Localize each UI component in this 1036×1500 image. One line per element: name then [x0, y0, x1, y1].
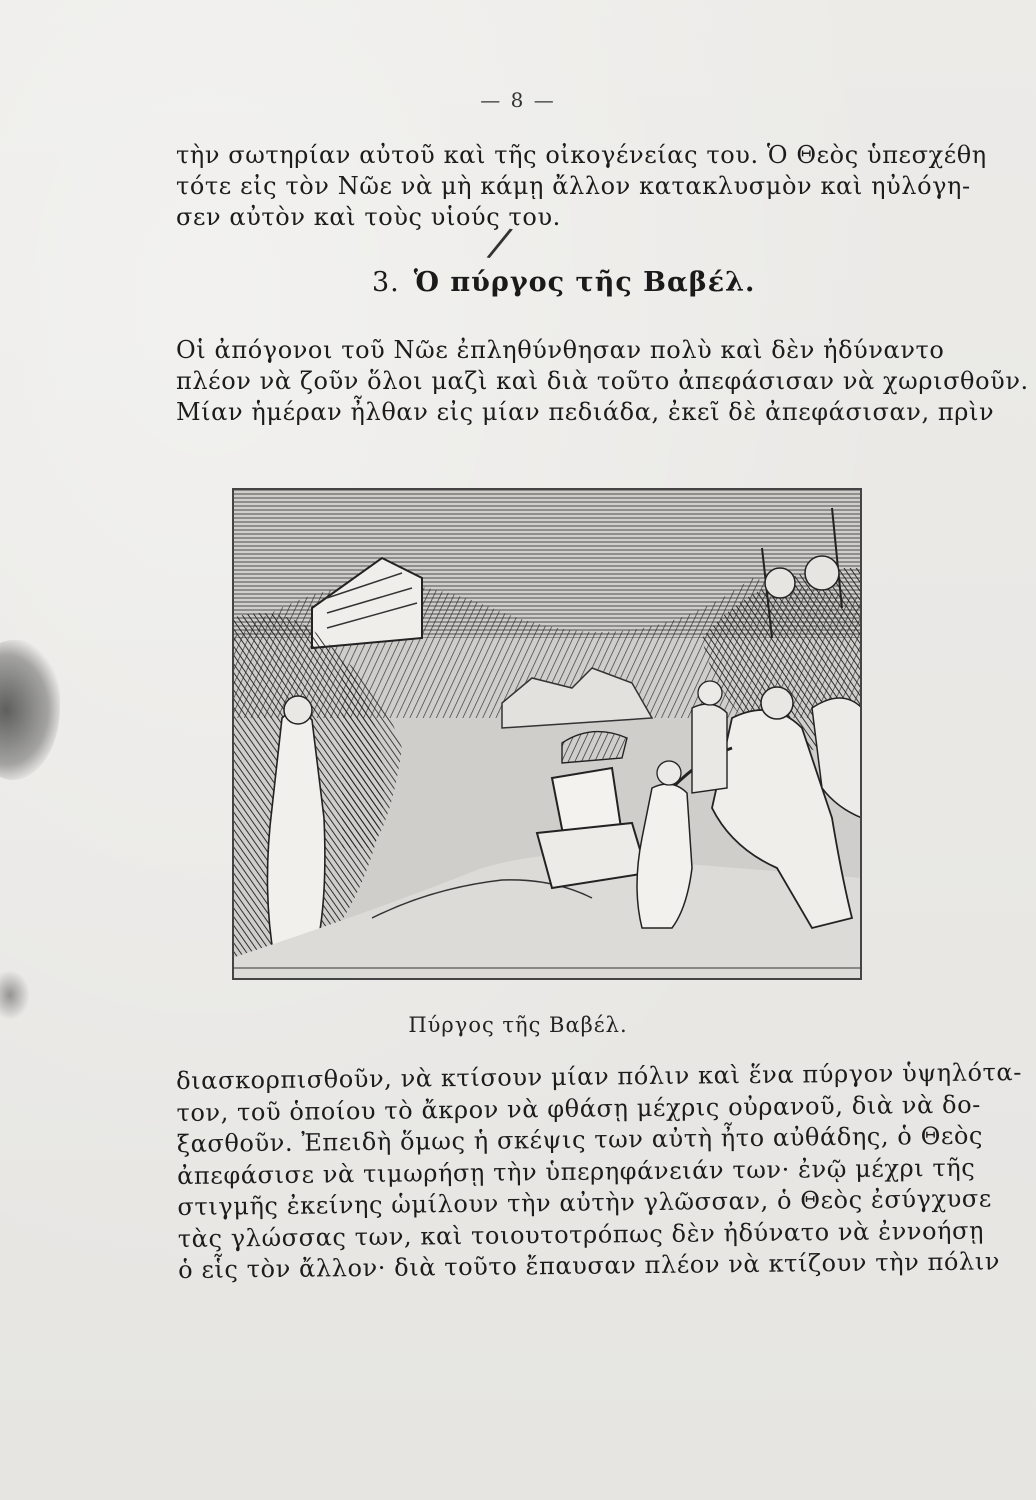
text-line: τότε εἰς τὸν Νῶε νὰ μὴ κάμῃ ἄλλον κατακλυσμὸν καὶ ηὐλόγη- — [176, 172, 971, 200]
page-number: — 8 — — [480, 88, 556, 112]
paragraph-2 — [176, 335, 1029, 428]
section-title: Ὁ πύργος τῆς Βαβέλ. — [413, 267, 756, 298]
text-line: ξασθοῦν. Ἐπειδὴ ὅμως ἡ σκέψις των αὐτὴ ἦτο αὐθάδης, ὁ Θεὸς — [176, 1121, 984, 1158]
paragraph-1 — [176, 140, 987, 233]
text-line: Οἱ ἀπόγονοι τοῦ Νῶε ἐπληθύνθησαν πολὺ καὶ δὲν ἠδύναντο — [176, 336, 945, 364]
text-line: Μίαν ἡμέραν ἦλθαν εἰς μίαν πεδιάδα, ἐκεῖ δὲ ἀπεφάσισαν, πρὶν — [176, 398, 995, 426]
pen-mark: / — [488, 219, 512, 267]
text-line: τον, τοῦ ὁποίου τὸ ἄκρον νὰ φθάσῃ μέχρις οὐρανοῦ, διὰ νὰ δο- — [176, 1090, 982, 1127]
text-line: ὁ εἷς τὸν ἄλλον· διὰ τοῦτο ἔπαυσαν πλέον νὰ κτίζουν τὴν πόλιν — [177, 1247, 1001, 1284]
text-line: σεν αὐτὸν καὶ τοὺς υἱούς του. — [176, 203, 561, 231]
section-number: 3. — [372, 267, 400, 298]
text-line: τὰς γλώσσας των, καὶ τοιουτοτρόπως δὲν ἠδύνατο νὰ ἐννοήσῃ — [177, 1216, 985, 1253]
text-line: διασκορπισθοῦν, νὰ κτίσουν μίαν πόλιν καὶ ἕνα πύργον ὑψηλότα- — [176, 1058, 1023, 1095]
text-line: στιγμῆς ἐκείνης ὡμίλουν τὴν αὐτὴν γλῶσσαν, ὁ Θεὸς ἐσύγχυσε — [177, 1184, 993, 1221]
tower-of-babel-illustration — [232, 488, 862, 980]
text-line: πλέον νὰ ζοῦν ὅλοι μαζὶ καὶ διὰ τοῦτο ἀπεφάσισαν νὰ χωρισθοῦν. — [176, 367, 1029, 395]
text-line: ἀπεφάσισε νὰ τιμωρήσῃ τὴν ὑπερηφάνειάν των· ἐνῷ μέχρι τῆς — [177, 1153, 976, 1190]
illustration-caption: Πύργος τῆς Βαβέλ. — [408, 1013, 628, 1037]
engraving-image — [232, 488, 862, 980]
text-line: τὴν σωτηρίαν αὐτοῦ καὶ τῆς οἰκογένείας του. Ὁ Θεὸς ὑπεσχέθη — [176, 141, 987, 169]
ink-stain — [0, 640, 60, 780]
paragraph-3 — [176, 1057, 1024, 1286]
section-heading — [372, 267, 755, 298]
